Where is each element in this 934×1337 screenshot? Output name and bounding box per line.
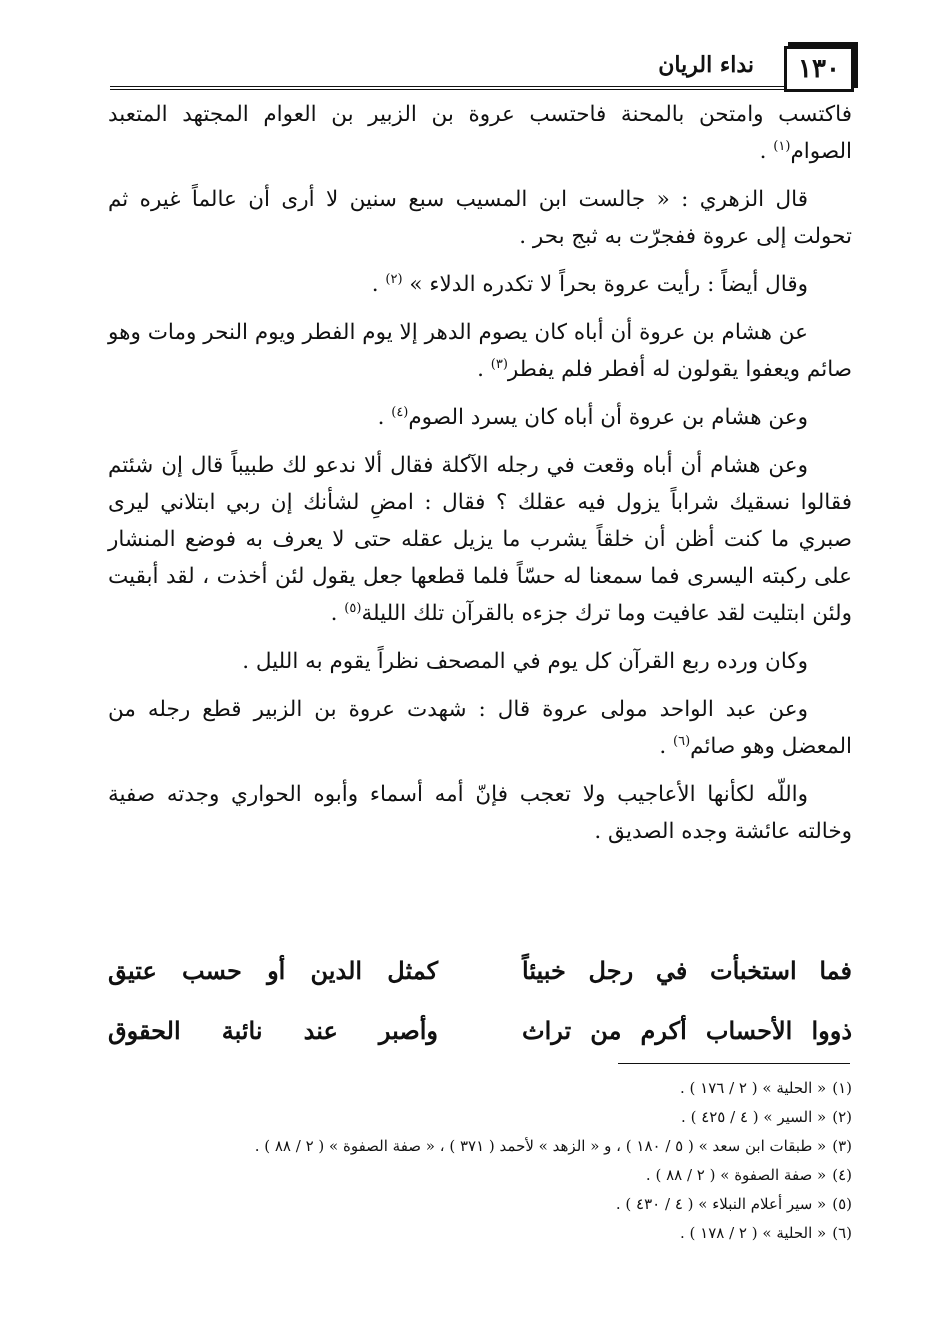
page-number: ١٣٠ [798, 54, 840, 84]
footnote-text: « طبقات ابن سعد » ( ٥ / ١٨٠ ) ، و « الزهد » لأحمد ( ٣٧١ ) ، « صفة الصفوة » ( ٢ / ٨٨ ) . [254, 1137, 827, 1155]
paragraph-text: وعن هشام بن عروة أن أباه كان يسرد الصوم [408, 405, 808, 430]
header-rule [110, 86, 784, 90]
footnote-text: « سير أعلام النبلاء » ( ٤ / ٤٣٠ ) . [615, 1195, 827, 1213]
paragraph-text: وعن هشام أن أباه وقعت في رجله الآكلة فقال ألا ندعو لك طبيباً قال إن شئتم فقالوا نسقيك شراباً يزول فيه عقلك ؟ فقال : امضِ لشأنك إن ربي ابتلاني ليرى صبري ما كنت أظن أن خلقاً يشرب ما يزيل عقله حتى لا يعرف به فوضع المنشار على ركبته اليسرى فما سمعنا له حسّاً فلما قطعها جعل يقول لئن أخذت ، لقد أبقيت ولئن ابتليت لقد عافيت وما ترك جزءه بالقرآن تلك الليلة [108, 453, 852, 626]
footnote [108, 1190, 852, 1219]
paragraph-tail: . [330, 601, 345, 626]
paragraph [108, 96, 852, 170]
paragraph-text: واللّه لكأنها الأعاجيب ولا تعجب فإنّ أمه أسماء وأبوه الحواري وجدته صفية وخالته عائشة وجده الصديق . [108, 782, 852, 844]
page-header [110, 38, 854, 90]
paragraph-text: وعن عبد الواحد مولى عروة قال : شهدت عروة بن الزبير قطع رجله من المعضل وهو صائم [108, 697, 852, 759]
poem-first-hemistich: ذووا الأحساب أكرم من تراث [522, 1015, 852, 1045]
paragraph-tail: . [377, 405, 392, 430]
paragraph-tail: . [659, 734, 673, 759]
footnote-ref: (٥) [344, 600, 362, 616]
poem-second-hemistich: كمثل الدين أو حسب عتيق [108, 955, 438, 985]
page-number-box [784, 46, 854, 92]
poem-second-hemistich: وأصبر عند نائبة الحقوق [108, 1015, 438, 1045]
footnote-number: (٢) [832, 1108, 852, 1126]
paragraph [108, 314, 852, 388]
footnote-number: (٣) [832, 1137, 852, 1155]
paragraph [108, 691, 852, 765]
poem-verse [108, 1000, 852, 1060]
footnote-ref: (٣) [490, 356, 508, 372]
poem-first-hemistich: فما استخبأت في رجل خبيئاً [522, 955, 852, 985]
footnotes [108, 1074, 852, 1248]
footnote-number: (٦) [832, 1224, 852, 1242]
footnote-number: (٥) [832, 1195, 852, 1213]
running-title: نداء الريان [658, 52, 754, 78]
footnote-text: « صفة الصفوة » ( ٢ / ٨٨ ) . [645, 1166, 827, 1184]
paragraph-tail: . [477, 357, 491, 382]
poem [108, 940, 852, 1060]
footnote [108, 1103, 852, 1132]
footnote [108, 1132, 852, 1161]
paragraph [108, 399, 852, 436]
footnote-ref: (٦) [673, 733, 691, 749]
paragraph [108, 643, 852, 680]
paragraph [108, 181, 852, 255]
paragraph-text: وقال أيضاً : رأيت عروة بحراً لا تكدره الدلاء » [402, 272, 808, 297]
paragraph-text: عن هشام بن عروة أن أباه كان يصوم الدهر إلا يوم الفطر ويوم النحر ومات وهو صائم ويعفوا يقولون له أفطر فلم يفطر [108, 320, 852, 382]
footnote [108, 1161, 852, 1190]
footnote-number: (٤) [832, 1166, 852, 1184]
footnote-text: « السير » ( ٤ / ٤٢٥ ) . [681, 1108, 827, 1126]
footnote-text: « الحلية » ( ٢ / ١٧٦ ) . [680, 1079, 827, 1097]
paragraph [108, 447, 852, 632]
paragraph-text: وكان ورده ربع القرآن كل يوم في المصحف نظراً يقوم به الليل . [242, 649, 808, 674]
footnote-ref: (٤) [391, 404, 409, 420]
footnote [108, 1219, 852, 1248]
paragraph-text: قال الزهري : « جالست ابن المسيب سبع سنين لا أرى أن عالماً غيره ثم تحولت إلى عروة ففجرّت به ثبج بحر . [108, 187, 852, 249]
paragraph [108, 776, 852, 850]
footnote-number: (١) [832, 1079, 852, 1097]
poem-verse [108, 940, 852, 1000]
footnote-text: « الحلية » ( ٢ / ١٧٨ ) . [680, 1224, 827, 1242]
paragraph [108, 266, 852, 303]
paragraph-text: فاكتسب وامتحن بالمحنة فاحتسب عروة بن الزبير بن العوام المجتهد المتعبد الصوام [108, 102, 852, 164]
footnote-ref: (١) [773, 138, 791, 154]
paragraph-tail: . [759, 139, 774, 164]
footnote [108, 1074, 852, 1103]
footnote-ref: (٢) [385, 271, 403, 287]
footnote-separator [618, 1063, 850, 1064]
body-text [108, 96, 852, 861]
paragraph-tail: . [371, 272, 386, 297]
